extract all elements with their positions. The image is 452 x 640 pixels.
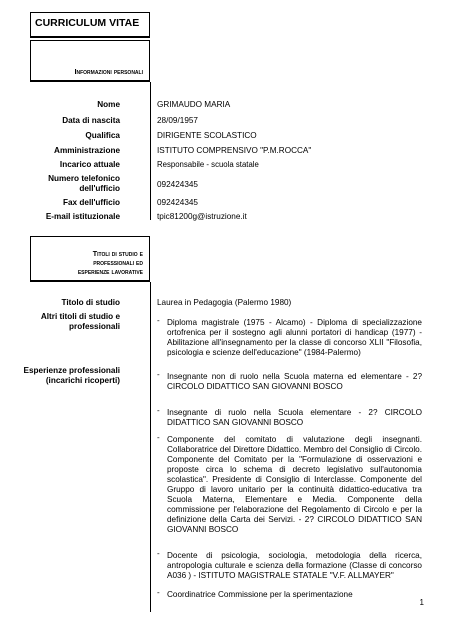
esperienza-item: - Coordinatrice Commissione per la sperimentazione (157, 588, 353, 599)
esperienza-item: - Componente del comitato di valutazione degli insegnanti. Collaboratrice del Direttore Didattico. Membro del Consiglio di Circolo. Componente del Comitato per la "Formulazione di osservazioni e proposte circa lo schema di decreto legislativo sull'autonomia scolastica". Presidente di Consiglio di Interclasse. Componente del Gruppo di lavoro unitario per la continuità didattico-educativa tra Scuola Materna, Elementare e Media. Componente della commissione per l'elaborazione del Regolamento di Circolo e per la definizione della Carta dei Servizi. - 2? CIRCOLO DIDATTICO SAN GIOVANNI BOSCO (157, 433, 422, 534)
value-amministrazione: ISTITUTO COMPRENSIVO "P.M.ROCCA" (157, 146, 312, 155)
cv-title (30, 12, 150, 38)
value-telefono: 092424345 (157, 180, 198, 189)
page-number: 1 (419, 598, 424, 607)
section-personal-box (30, 40, 150, 82)
column-divider (150, 82, 151, 220)
value-fax: 092424345 (157, 198, 198, 207)
label-altri-titoli: Altri titoli di studio e professionali (40, 312, 120, 331)
value-titolo-studio: Laurea in Pedagogia (Palermo 1980) (157, 298, 292, 307)
cv-title-text: CURRICULUM VITAE (35, 17, 140, 29)
label-qualifica: Qualifica (85, 131, 120, 140)
label-telefono: Numero telefonico dell'ufficio (48, 174, 120, 193)
section-personal-label: Informazioni personali (74, 67, 143, 76)
value-data-nascita: 28/09/1957 (157, 116, 198, 125)
value-nome: GRIMAUDO MARIA (157, 100, 231, 109)
label-nome: Nome (97, 100, 120, 109)
label-email: E-mail istituzionale (45, 212, 120, 221)
label-incarico: Incarico attuale (59, 160, 120, 169)
altri-titoli-item: - Diploma magistrale (1975 - Alcamo) - Diploma di specializzazione ortofrenica per il sostegno agli alunni portatori di handicap (1977) - Abilitazione all'insegnamento per la classe di concorso XLII "Filosofia, psicologia e scienze dell'educazione" (1984-Palermo) (157, 316, 422, 357)
section-titles-label: Titoli di studio e professionali ed esperienze lavorative (77, 249, 143, 276)
label-amministrazione: Amministrazione (54, 146, 120, 155)
section-titles-box (30, 236, 150, 282)
esperienza-item: - Insegnante non di ruolo nella Scuola materna ed elementare - 2? CIRCOLO DIDATTICO SAN GIOVANNI BOSCO (157, 370, 422, 391)
label-esperienze: Esperienze professionali (incarichi ricoperti) (23, 366, 120, 385)
bullet-marker: - (157, 316, 160, 325)
value-incarico: Responsabile - scuola statale (157, 160, 259, 169)
label-fax: Fax dell'ufficio (63, 198, 120, 207)
label-data-nascita: Data di nascita (62, 116, 120, 125)
column-divider-studies (150, 282, 151, 612)
label-titolo-studio: Titolo di studio (61, 298, 120, 307)
value-email: tpic81200g@istruzione.it (157, 212, 247, 221)
esperienza-item: - Docente di psicologia, sociologia, metodologia della ricerca, antropologia culturale e scienza della formazione (Classe di concorso A036 ) - ISTITUTO MAGISTRALE STATALE "V.F. ALLMAYER" (157, 549, 422, 580)
esperienza-item: - Insegnante di ruolo nella Scuola elementare - 2? CIRCOLO DIDATTICO SAN GIOVANNI BOSCO (157, 406, 422, 427)
value-qualifica: DIRIGENTE SCOLASTICO (157, 131, 257, 140)
